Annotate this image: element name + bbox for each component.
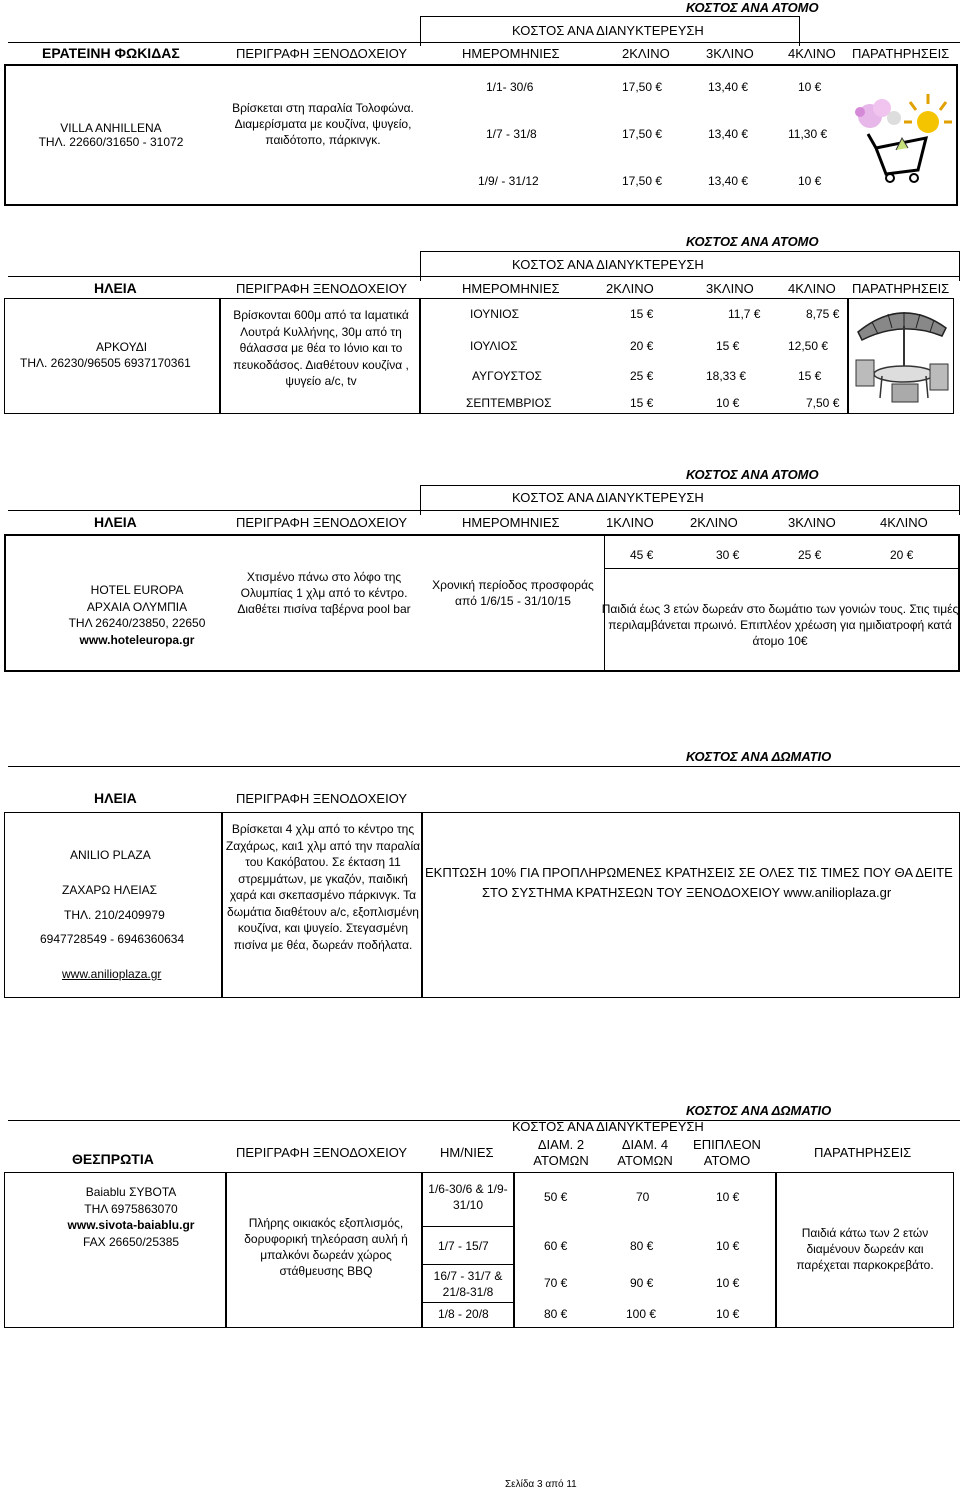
hotel-phone: ΤΗΛ 6975863070	[84, 1201, 178, 1216]
cost-per-person-label: ΚΟΣΤΟΣ ΑΝΑ ΑΤΟΜΟ	[686, 467, 819, 482]
price-quad: 20 €	[890, 548, 914, 562]
beach-umbrella-table-icon	[852, 302, 952, 410]
single-header: 1ΚΛΙΝΟ	[606, 515, 654, 530]
price-double: 25 €	[630, 369, 654, 383]
price-double: 15 €	[630, 396, 654, 410]
price-four-persons: 80 €	[630, 1239, 654, 1253]
price-single: 45 €	[630, 548, 654, 562]
date-range: 1/8 - 20/8	[438, 1307, 489, 1321]
price-extra-person: 10 €	[716, 1190, 740, 1204]
region-header: ΗΛΕΙΑ	[94, 280, 137, 296]
cost-per-night-label: ΚΟΣΤΟΣ ΑΝΑ ΔΙΑΝΥΚΤΕΡΕΥΣΗ	[512, 1119, 704, 1134]
hotel-location: ΑΡΧΑΙΑ ΟΛΥΜΠΙΑ	[86, 599, 188, 614]
triple-header: 3ΚΛΙΝΟ	[788, 515, 836, 530]
month: ΙΟΥΝΙΟΣ	[470, 307, 520, 321]
cost-per-room-label: ΚΟΣΤΟΣ ΑΝΑ ΔΩΜΑΤΙΟ	[686, 1103, 832, 1118]
hotel-phone: ΤΗΛ 26240/23850, 22650	[68, 616, 206, 630]
month: ΑΥΓΟΥΣΤΟΣ	[472, 369, 542, 383]
dates-header: ΗΜ/ΝΙΕΣ	[440, 1145, 494, 1160]
description-header: ΠΕΡΙΓΡΑΦΗ ΞΕΝΟΔΟΧΕΙΟΥ	[236, 46, 408, 61]
double-header: 2ΚΛΙΝΟ	[690, 515, 738, 530]
price-triple: 10 €	[716, 396, 740, 410]
price-two-persons: 80 €	[544, 1307, 568, 1321]
region-header: ΘΕΣΠΡΩΤΙΑ	[72, 1151, 154, 1167]
hotel-name: Baiablu ΣΥΒΟΤΑ	[85, 1185, 177, 1199]
price-triple: 13,40 €	[708, 174, 749, 188]
cost-per-person-label: ΚΟΣΤΟΣ ΑΝΑ ΑΤΟΜΟ	[686, 0, 819, 15]
price-four-persons: 70	[636, 1190, 650, 1204]
remarks-header: ΠΑΡΑΤΗΡΗΣΕΙΣ	[814, 1145, 912, 1160]
hotel-website[interactable]: www.anilioplaza.gr	[62, 967, 162, 981]
page-number: Σελίδα 3 από 11	[505, 1479, 577, 1490]
price-extra-person: 10 €	[716, 1307, 740, 1321]
price-quad: 8,75 €	[806, 307, 840, 321]
price-quad: 15 €	[798, 369, 822, 383]
date-range: 16/7 - 31/7 & 21/8-31/8	[433, 1269, 503, 1299]
hotel-name: ANILIO PLAZA	[70, 848, 151, 862]
region-header: ΗΛΕΙΑ	[94, 514, 137, 530]
dates-header: ΗΜΕΡΟΜΗΝΙΕΣ	[462, 46, 560, 61]
price-triple: 11,7 €	[728, 307, 761, 321]
offer-period: Χρονική περίοδος προσφοράς από 1/6/15 - 31/10/15	[432, 578, 594, 608]
triple-header: 3ΚΛΙΝΟ	[706, 281, 754, 296]
quad-header: 4ΚΛΙΝΟ	[788, 281, 836, 296]
price-triple: 13,40 €	[708, 127, 749, 141]
price-two-persons: 50 €	[544, 1190, 568, 1204]
date-range: 1/7 - 31/8	[486, 127, 537, 141]
date-range: 1/9/ - 31/12	[478, 174, 539, 188]
region-header: ΗΛΕΙΑ	[94, 790, 137, 806]
hotel-description: Βρίσκεται 4 χλμ από το κέντρο της Ζαχάρως, και1 χλμ από την παραλία του Κακόβατου. Σε έκταση 11 στρεμμάτων, με γκαζόν, παιδική χαρά και σκεπασμένο πάρκινγκ. Τα δωμάτια διαθέτουν a/c, εξοπλισμένη κουζίνα, και ψυγείο. Στεγασμένη πισίνα με θέα, δωρεάν ποδήλατα.	[225, 822, 421, 952]
hotel-description: Χτισμένο πάνω στο λόφο της Ολυμπίας 1 χλμ από το κέντρο. Διαθέτει πισίνα ταβέρνα pool bar	[237, 570, 411, 616]
hotel-description: Πλήρης οικιακός εξοπλισμός, δορυφορική τηλεόραση αυλή ή μπαλκόνι δωρεάν χώρος στάθμευσης BBQ	[244, 1216, 408, 1278]
cost-per-person-label: ΚΟΣΤΟΣ ΑΝΑ ΑΤΟΜΟ	[686, 234, 819, 249]
remarks-header: ΠΑΡΑΤΗΡΗΣΕΙΣ	[852, 281, 950, 296]
hotel-area: ΖΑΧΑΡΩ ΗΛΕΙΑΣ	[62, 883, 158, 897]
date-range: 1/1- 30/6	[486, 80, 534, 94]
discount-cell	[422, 812, 960, 998]
price-triple: 25 €	[798, 548, 822, 562]
cost-per-room-label: ΚΟΣΤΟΣ ΑΝΑ ΔΩΜΑΤΙΟ	[686, 749, 832, 764]
date-range: 1/7 - 15/7	[438, 1239, 489, 1253]
dates-header: ΗΜΕΡΟΜΗΝΙΕΣ	[462, 515, 560, 530]
triple-header: 3ΚΛΙΝΟ	[706, 46, 754, 61]
price-double: 20 €	[630, 339, 654, 353]
description-header: ΠΕΡΙΓΡΑΦΗ ΞΕΝΟΔΟΧΕΙΟΥ	[236, 281, 408, 296]
hotel-name: ΑΡΚΟΥΔΙ	[96, 340, 148, 354]
month: ΙΟΥΛΙΟΣ	[470, 339, 518, 353]
cost-per-night-label: ΚΟΣΤΟΣ ΑΝΑ ΔΙΑΝΥΚΤΕΡΕΥΣΗ	[512, 257, 704, 272]
price-quad: 12,50 €	[788, 339, 829, 353]
double-header: 2ΚΛΙΝΟ	[606, 281, 654, 296]
price-triple: 18,33 €	[706, 369, 747, 383]
description-header: ΠΕΡΙΓΡΑΦΗ ΞΕΝΟΔΟΧΕΙΟΥ	[236, 515, 408, 530]
hotel-phone: ΤΗΛ. 26230/96505 6937170361	[20, 356, 191, 370]
remarks-note: Παιδιά κάτω των 2 ετών διαμένουν δωρεάν και παρέχεται παρκοκρεβάτο.	[796, 1226, 934, 1272]
dates-header: ΗΜΕΡΟΜΗΝΙΕΣ	[462, 281, 560, 296]
cost-per-night-label: ΚΟΣΤΟΣ ΑΝΑ ΔΙΑΝΥΚΤΕΡΕΥΣΗ	[512, 490, 704, 505]
date-range: 1/6-30/6 & 1/9-31/10	[428, 1182, 508, 1212]
price-four-persons: 100 €	[626, 1307, 657, 1321]
hotel-info	[6, 66, 216, 204]
double-header: 2ΚΛΙΝΟ	[622, 46, 670, 61]
month: ΣΕΠΤΕΜΒΡΙΟΣ	[466, 396, 552, 410]
hotel-website[interactable]: www.hoteleuropa.gr	[79, 632, 195, 647]
price-quad: 10 €	[798, 174, 822, 188]
price-double: 17,50 €	[622, 127, 663, 141]
hotel-name: HOTEL EUROPA	[90, 583, 184, 597]
price-quad: 11,30 €	[788, 127, 828, 141]
price-double: 17,50 €	[622, 80, 663, 94]
hotel-fax: FAX 26650/25385	[82, 1234, 180, 1249]
quad-header: 4ΚΛΙΝΟ	[880, 515, 928, 530]
two-persons-header: ΔΙΑΜ. 2 ΑΤΟΜΩΝ	[533, 1137, 589, 1168]
price-triple: 15 €	[716, 339, 740, 353]
region-header: ΕΡΑΤΕΙΝΗ ΦΩΚΙΔΑΣ	[42, 45, 180, 61]
description-header: ΠΕΡΙΓΡΑΦΗ ΞΕΝΟΔΟΧΕΙΟΥ	[236, 1145, 408, 1160]
cost-per-night-label: ΚΟΣΤΟΣ ΑΝΑ ΔΙΑΝΥΚΤΕΡΕΥΣΗ	[512, 23, 704, 38]
price-double: 17,50 €	[622, 174, 663, 188]
remarks-header: ΠΑΡΑΤΗΡΗΣΕΙΣ	[852, 46, 950, 61]
price-four-persons: 90 €	[630, 1276, 654, 1290]
hotel-website[interactable]: www.sivota-baiablu.gr	[67, 1218, 195, 1232]
discount-line-2: ΣΤΟ ΣΥΣΤΗΜΑ ΚΡΑΤΗΣΕΩΝ ΤΟΥ ΞΕΝΟΔΟΧΕΙΟΥ www.anilioplaza.gr	[482, 885, 892, 900]
hotel-info	[6, 1184, 256, 1250]
ice-cream-basket-icon	[848, 90, 958, 186]
hotel-name: VILLA ANHILLENA	[60, 120, 162, 135]
price-extra-person: 10 €	[716, 1276, 740, 1290]
price-two-persons: 70 €	[544, 1276, 568, 1290]
hotel-description: Βρίσκεται στη παραλία Τολοφώνα. Διαμερίσματα με κουζίνα, ψυγείο, παιδότοπο, πάρκινγκ.	[232, 101, 414, 147]
price-quad: 7,50 €	[806, 396, 840, 410]
quad-header: 4ΚΛΙΝΟ	[788, 46, 836, 61]
description-header: ΠΕΡΙΓΡΑΦΗ ΞΕΝΟΔΟΧΕΙΟΥ	[236, 791, 408, 806]
price-extra-person: 10 €	[716, 1239, 740, 1253]
price-two-persons: 60 €	[544, 1239, 568, 1253]
remarks-note: Παιδιά έως 3 ετών δωρεάν στο δωμάτιο των γονιών τους. Στις τιμές περιλαμβάνεται πρωινό. Επιπλέον χρέωση για ημιδιατροφή κατά άτομο 10€	[601, 602, 959, 648]
hotel-phone: ΤΗΛ. 22660/31650 - 31072	[38, 135, 184, 149]
price-triple: 13,40 €	[708, 80, 749, 94]
hotel-description: Βρίσκονται 600μ από τα Ιαματικά Λουτρά Κυλλήνης, 30μ από τη θάλασσα με θέα το Ιόνιο και το πευκοδάσος. Διαθέτουν κουζίνα , ψυγείο a/c, tv	[233, 308, 409, 388]
price-quad: 10 €	[798, 80, 822, 94]
extra-person-header: ΕΠΙΠΛΕΟΝ ΑΤΟΜΟ	[693, 1137, 761, 1168]
hotel-phone: ΤΗΛ. 210/2409979	[64, 908, 165, 922]
price-double: 15 €	[630, 307, 654, 321]
hotel-mobile: 6947728549 - 6946360634	[40, 932, 185, 946]
four-persons-header: ΔΙΑΜ. 4 ΑΤΟΜΩΝ	[617, 1137, 673, 1168]
discount-line-1: ΕΚΠΤΩΣΗ 10% ΓΙΑ ΠΡΟΠΛΗΡΩΜΕΝΕΣ ΚΡΑΤΗΣΕΙΣ ΣΕ ΟΛΕΣ ΤΙΣ ΤΙΜΕΣ ΠΟΥ ΘΑ ΔΕΙΤΕ	[425, 865, 953, 880]
price-double: 30 €	[716, 548, 740, 562]
